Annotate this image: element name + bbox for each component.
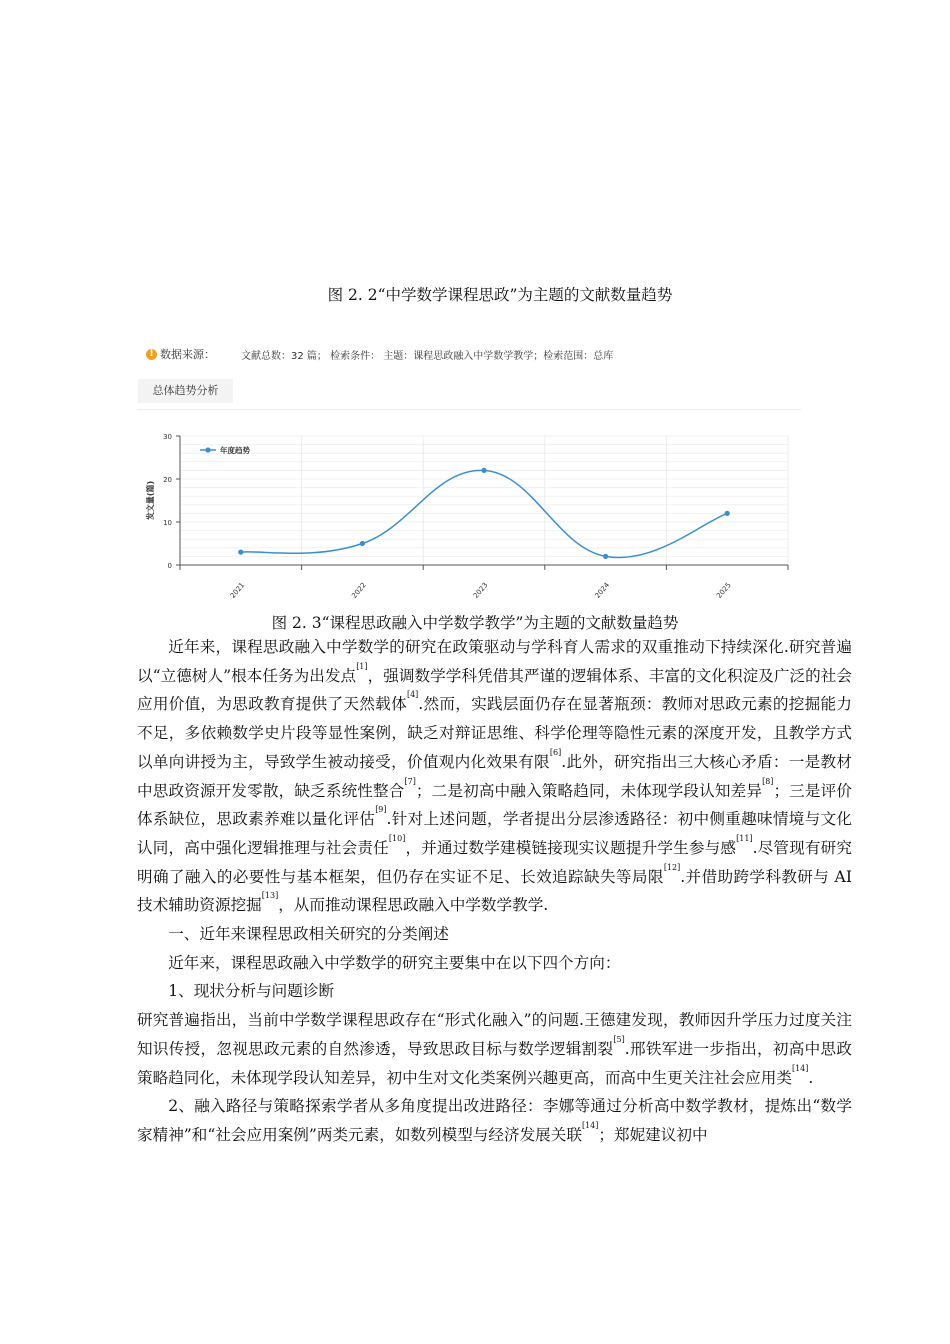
citation-ref: [11] [736,833,753,843]
data-point [360,541,365,546]
y-axis-label: 发文量(篇) [146,480,155,521]
paragraph [137,949,852,978]
citation-ref: [12] [663,862,681,872]
paragraph [137,920,852,949]
x-tick-label: 2022 [350,581,368,600]
data-point [725,511,730,516]
text-run: .并借助跨学科教研与 AI 技术辅助资源挖掘 [137,867,852,915]
y-tick-label: 10 [163,519,172,527]
text-run: 研究普遍指出，当前中学数学课程思政存在“形式化融入”的问题.王德建发现，教师因升学压力过度关注知识传授，忽视思政元素的自然渗透，导致思政目标与数学逻辑割裂 [137,1011,852,1058]
text-run: 近年来，课程思政融入中学数学的研究在政策驱动与学科育人需求的双重推动下持续深化.研究普遍以“立德树人”根本任务为出发点 [137,638,852,685]
text-run: ，并通过数学建模链接现实议题提升学生参与感 [405,838,737,857]
figure-2-2-caption: 图 2. 2“中学数学课程思政”为主题的文献数量趋势 [327,286,673,304]
text-run: .此外，研究指出三大核心矛盾：一是教材中思政资源开发零散，缺乏系统性整合 [137,752,852,800]
y-tick-label: 30 [163,433,172,441]
x-tick-label: 2023 [471,581,490,600]
tab-overall-trend[interactable]: 总体趋势分析 [138,379,233,403]
x-tick-label: 2021 [228,581,247,600]
y-tick-label: 20 [163,476,172,484]
x-tick-label: 2025 [715,581,733,600]
citation-ref: [10] [388,833,406,843]
citation-ref: [8] [762,776,774,786]
text-run: ；二是初高中融入策略趋同，未体现学段认知差异 [415,781,763,800]
text-run: .针对上述问题，学者提出分层渗透路径：初中侧重趣味情境与文化认同，高中强化逻辑推理与社会责任 [137,810,852,857]
warning-icon: ! [146,349,157,360]
paragraph [137,977,852,1006]
text-run: .邢铁军进一步指出，初高中思政策略趋同化，未体现学段认知差异，初中生对文化类案例兴趣更高，而高中生更关注社会应用类 [137,1039,852,1087]
citation-ref: [7] [404,776,416,786]
citation-ref: [6] [549,747,562,757]
paragraph [137,1006,852,1092]
series-line [241,470,727,557]
divider [137,409,801,410]
citation-ref: [5] [613,1034,625,1044]
citation-ref: [13] [261,891,279,901]
text-run: 一、近年来课程思政相关研究的分类阐述 [168,925,449,944]
data-source-bar [146,346,613,362]
citation-ref: [14] [791,1063,809,1073]
text-run: 2、融入路径与策略探索学者从多角度提出改进路径：李娜等通过分析高中数学教材，提炼出“数学家精神”和“社会应用案例”两类元素，如数列模型与经济发展关联 [137,1097,852,1144]
paragraph [137,633,852,920]
text-run: ；三是评价体系缺位，思政素养难以量化评估 [137,781,852,829]
legend-marker [205,447,210,452]
legend-label: 年度趋势 [220,446,250,455]
figure-2-3-caption: 图 2. 3“课程思政融入中学数学教学”为主题的文献数量趋势 [271,614,679,632]
text-run: ；郑妮建议初中 [598,1125,708,1144]
text-run: .尽管现有研究明确了融入的必要性与基本框架，但仍存在实证不足、长效追踪缺失等局限 [137,838,852,886]
text-run: .然而，实践层面仍存在显著瓶颈：教师对思政元素的挖掘能力不足，多依赖数学史片段等显性案例，缺乏对辩证思维、科学伦理等隐性元素的深度开发，且教学方式以单向讲授为主，导致学生被动接受，价值观内化效果有限 [137,695,852,771]
text-run: . [808,1068,814,1087]
body-text [137,633,852,1150]
x-tick-label: 2024 [593,581,612,600]
citation-ref: [9] [375,805,387,815]
citation-ref: [14] [581,1120,599,1130]
data-source-label: 数据来源： [160,348,215,361]
text-run: 1、现状分析与问题诊断 [168,982,335,1001]
citation-ref: [4] [406,690,419,700]
citation-ref: [1] [356,661,368,671]
trend-line-chart [135,425,805,605]
data-point [481,468,486,473]
data-point [603,554,608,559]
data-point [238,550,243,555]
text-run: ，从而推动课程思政融入中学数学教学. [278,896,549,915]
data-source-text: 文献总数：32 篇； 检索条件： 主题：课程思政融入中学数学教学；检索范围：总库 [241,350,614,362]
text-run: ，强调数学学科凭借其严谨的逻辑体系、丰富的文化积淀及广泛的社会应用价值，为思政教育提供了天然载体 [137,666,852,714]
y-tick-label: 0 [167,562,172,570]
text-run: 近年来，课程思政融入中学数学的研究主要集中在以下四个方向： [168,953,621,972]
paragraph [137,1092,852,1149]
